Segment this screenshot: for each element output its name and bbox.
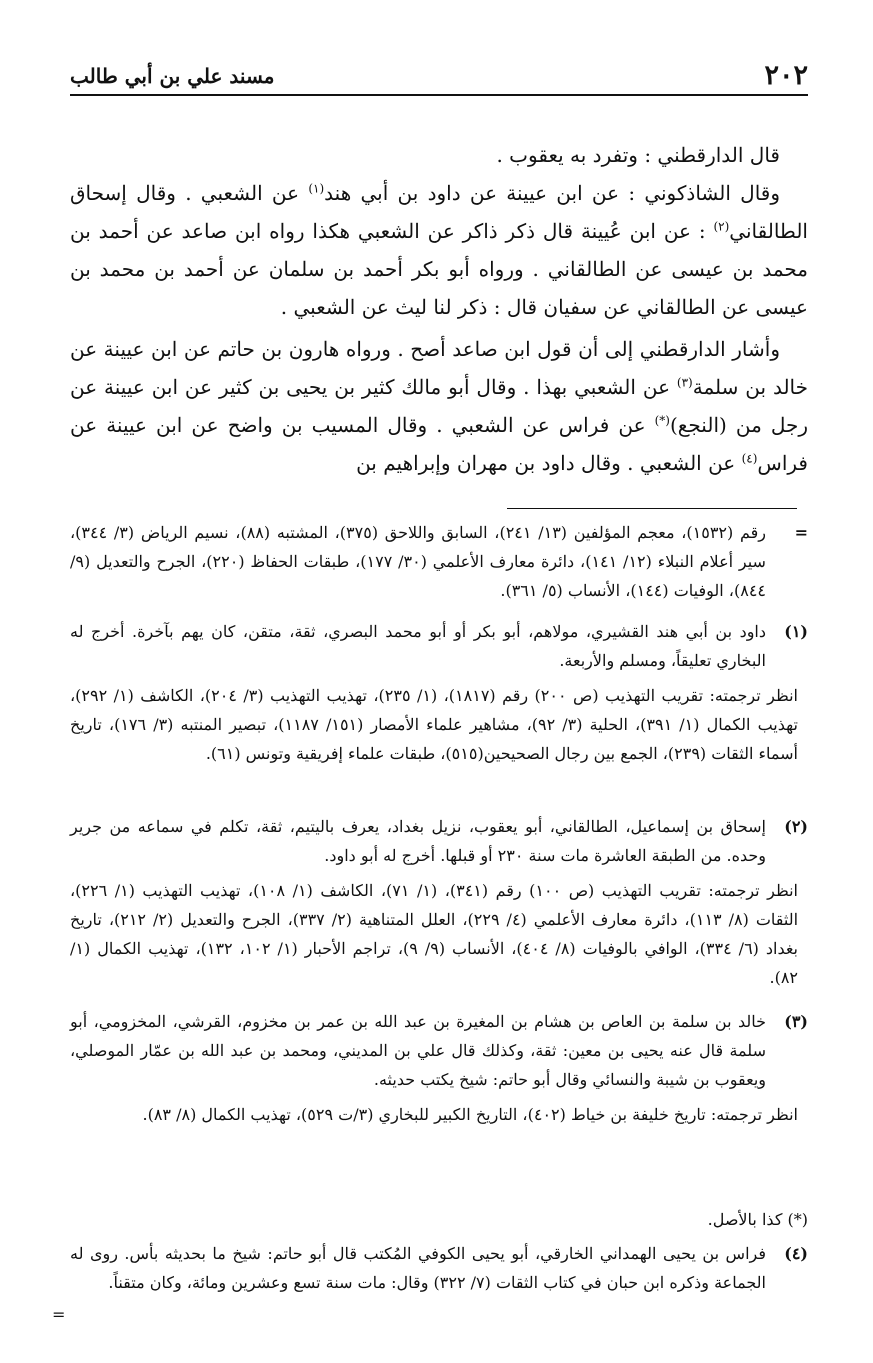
text: عن فراس عن الشعبي . وقال المسيب بن واضح عن ابن عيينة عن فراس [70, 413, 808, 475]
text: عن الشعبي . وقال إسحاق الطالقاني [70, 181, 808, 243]
footnote-ref: (*) [654, 413, 670, 428]
text: : عن ابن عُيينة قال ذكر ذاكر عن الشعبي هكذا رواه ابن صاعد عن أحمد بن محمد بن عيسى عن الطالقاني . ورواه أبو بكر أحمد بن سلمان عن أحمد بن محمد بن عيسى عن الطالقاني عن سفيان قال : ذكر لنا ليث عن الشعبي . [70, 219, 808, 319]
footnote-number: (٤) [784, 1244, 808, 1263]
text: وقال الشاذكوني : عن ابن عيينة عن داود بن أبي هند [324, 181, 781, 205]
footnote-continuation [70, 518, 808, 605]
footnote-star [70, 1205, 808, 1234]
footnote-2 [70, 812, 808, 992]
footnote-number: (٢) [784, 817, 808, 836]
footnote-references: انظر ترجمته: تاريخ خليفة بن خياط (٤٠٢)، التاريخ الكبير للبخاري (٣/ت ٥٢٩)، تهذيب الكمال (٨/ ٨٣). [142, 1105, 798, 1124]
footnote-text: إسحاق بن إسماعيل، الطالقاني، أبو يعقوب، نزيل بغداد، يعرف باليتيم، ثقة، تكلم في سماعه من جرير وحده. من الطبقة العاشرة مات سنة ٢٣٠ أو قبلها. أخرج له أبو داود. [70, 817, 766, 865]
page-header [70, 58, 808, 96]
text: وأشار الدارقطني إلى أن قول ابن صاعد أصح . ورواه هارون بن حاتم عن ابن عيينة عن خالد بن سلمة [70, 337, 808, 399]
footnote-text: خالد بن سلمة بن العاص بن هشام بن المغيرة بن عبد الله بن عمر بن مخزوم، القرشي، المخزومي، أبو سلمة قال عنه يحيى بن معين: ثقة، وكذلك قال علي بن المديني، ومحمد بن عبد الله بن عمّار الموصلي، ويعقوب بن شيبة والنسائي وقال أبو حاتم: شيخ يكتب حديثه. [70, 1012, 766, 1089]
text: عن الشعبي بهذا . وقال أبو مالك كثير بن يحيى بن كثير عن ابن عيينة عن رجل من (النجع) [70, 375, 808, 437]
footnote-references: انظر ترجمته: تقريب التهذيب (ص ١٠٠) رقم (٣٤١)، (١/ ٧١)، الكاشف (١/ ١٠٨)، تهذيب التهذيب (١/ ٢٢٦)، الثقات (٨/ ١١٣)، دائرة معارف الأعلمي (٤/ ٢٢٩)، العلل المتناهية (٢/ ٣٣٧)، الجرح والتعديل (٢/ ٢١٢)، تاريخ بغداد (٦/ ٣٣٤)، الوافي بالوفيات (٨/ ٤٠٤)، الأنساب (٩/ ٩)، تراجم الأحبار (١/ ١٠٢، ١٣٢)، تهذيب الكمال (١/ ٨٢). [70, 881, 799, 987]
text: قال الدارقطني : وتفرد به يعقوب . [496, 143, 780, 167]
footnote-number: (١) [784, 622, 808, 641]
footnote-ref: (٣) [676, 375, 693, 390]
footnote-4 [70, 1239, 808, 1297]
continuation-marker: = [794, 523, 808, 542]
continuation-marker-end: = [52, 1305, 66, 1324]
paragraph [70, 174, 808, 326]
footnote-ref: (٢) [713, 219, 730, 234]
footnote-references: انظر ترجمته: تقريب التهذيب (ص ٢٠٠) رقم (١٨١٧)، (١/ ٢٣٥)، تهذيب التهذيب (٣/ ٢٠٤)، الكاشف (١/ ٢٩٢)، تهذيب الكمال (١/ ٣٩١)، الحلية (٣/ ٩٢)، مشاهير علماء الأمصار (١٥١/ ١١٨٧)، تبصير المنتبه (٣/ ١٧٦)، تاريخ أسماء الثقات (٢٣٩)، الجمع بين رجال الصحيحين(٥١٥)، طبقات علماء إفريقية وتونس (٦١). [70, 686, 798, 763]
footnote-3 [70, 1007, 808, 1129]
running-title: مسند علي بن أبي طالب [70, 64, 275, 88]
footnote-ref: (١) [308, 181, 325, 196]
paragraph [70, 136, 808, 174]
page-number: ٢٠٢ [764, 60, 808, 91]
footnote-1 [70, 617, 808, 768]
main-text [70, 136, 808, 482]
footnote-text: فراس بن يحيى الهمداني الخارقي، أبو يحيى الكوفي المُكتب قال أبو حاتم: شيخ ما بحديثه بأس. روى له الجماعة وذكره ابن حبان في كتاب الثقات (٧/ ٣٢٢) وقال: مات سنة تسع وعشرين ومائة، وكان متقناً. [70, 1244, 767, 1292]
footnote-number: (٣) [784, 1012, 808, 1031]
footnote-ref: (٤) [741, 451, 758, 466]
text: عن الشعبي . وقال داود بن مهران وإبراهيم بن [356, 451, 742, 475]
paragraph [70, 330, 808, 482]
footnote-separator [507, 508, 797, 509]
footnote-text: رقم (١٥٣٢)، معجم المؤلفين (١٣/ ٢٤١)، السابق واللاحق (٣٧٥)، المشتبه (٨٨)، نسيم الرياض (٣/ ٣٤٤)، سير أعلام النبلاء (١٢/ ١٤١)، دائرة معارف الأعلمي (٣٠/ ١٧٧)، طبقات الحفاظ (٢٢٠)، الجرح والتعديل (٩/ ٨٤٤)، الوفيات (١٤٤)، الأنساب (٥/ ٣٦١). [70, 523, 766, 600]
footnote-text: (*) كذا بالأصل. [707, 1210, 808, 1229]
footnote-text: داود بن أبي هند القشيري، مولاهم، أبو بكر أو أبو محمد البصري، ثقة، متقن، كان يهم بآخرة. أخرج له البخاري تعليقاً، ومسلم والأربعة. [70, 622, 766, 670]
